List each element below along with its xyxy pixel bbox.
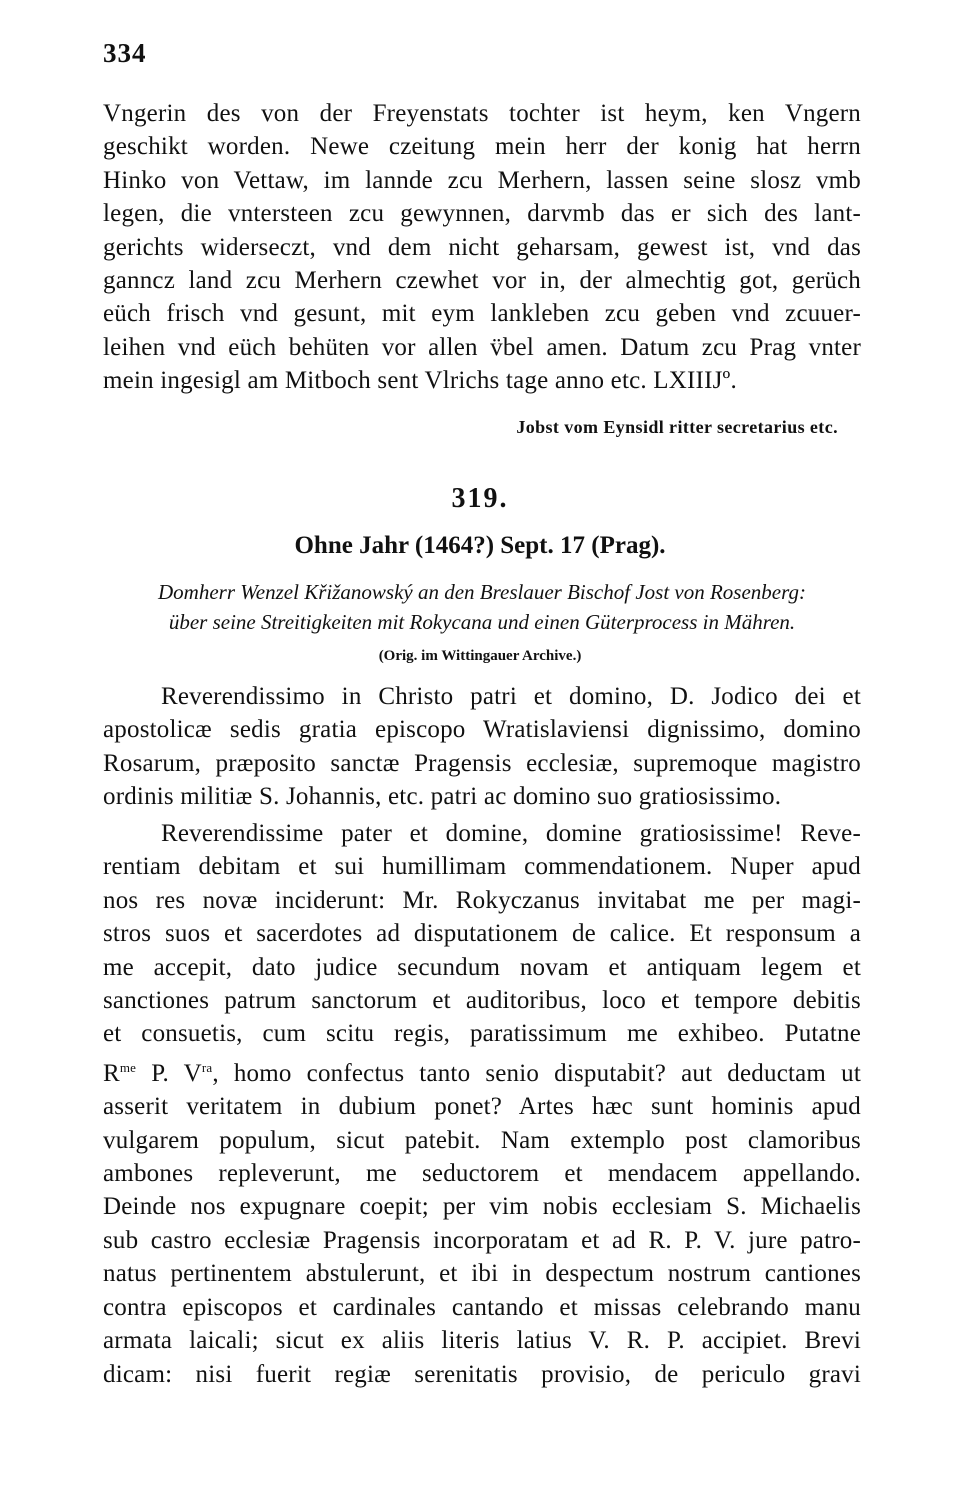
text-line: Deinde nos expugnare coepit; per vim nobis ecclesiam S. Michaelis: [103, 1193, 861, 1221]
text-line: sub castro ecclesiæ Pragensis incorporatam et ad R. P. V. jure patro-: [103, 1226, 861, 1254]
text-line: eüch frisch vnd gesunt, mit eym lankleben zcu geben vnd zcuuer-: [103, 300, 861, 328]
source-note: (Orig. im Wittingauer Archive.): [378, 648, 582, 664]
text-line: Vngerin des von der Freyenstats tochter ist heym, ken Vngern: [103, 100, 861, 127]
text-line: mein ingesigl am Mitboch sent Vlrichs tage anno etc. LXIIIJº.: [103, 367, 737, 395]
text-line: asserit veritatem in dubium ponet? Artes hæc sunt hominis apud: [103, 1093, 861, 1121]
page-number: 334: [103, 38, 147, 68]
text-line: Reverendissimo in Christo patri et domino, D. Jodico dei et: [161, 683, 861, 710]
address-paragraph: [103, 680, 861, 814]
summary-line: über seine Streitigkeiten mit Rokycana und einen Güterprocess in Mähren.: [168, 610, 796, 634]
text-line: apostolicæ sedis gratia episcopo Wratislaviensi dignissimo, domino: [103, 716, 861, 744]
text-line: ordinis militiæ S. Johannis, etc. patri ac domino suo gratiosissimo.: [103, 783, 782, 811]
text-line: stros suos et sacerdotes ad disputationem de calice. Et responsum a: [103, 920, 861, 948]
text-line: leihen vnd eüch behüten vor allen v̈bel amen. Datum zcu Prag vnter: [103, 333, 861, 361]
letter-body-latin: [103, 817, 861, 1391]
text-line: gerichts widerseczt, vnd dem nicht geharsam, gewest ist, vnd das: [103, 233, 861, 261]
text-line: me accepit, dato judice secundum novam et antiquam legem et: [103, 953, 861, 981]
text-line: rentiam debitam et sui humillimam commendationem. Nuper apud: [103, 853, 861, 881]
text-line: vulgarem populum, sicut patebit. Nam extemplo post clamoribus: [103, 1126, 861, 1154]
text-line: geschikt worden. Newe czeitung mein herr der konig hat herrn: [103, 133, 861, 161]
text-line-abbreviation: $R^{me}$ P. $V^{ra}$, homo confectus tanto senio disputabit? aut deductam ut: [103, 1059, 861, 1087]
signature: Jobst vom Eynsidl ritter secretarius etc.: [516, 417, 838, 437]
text-line: Rosarum, præposito sanctæ Pragensis ecclesiæ, supremoque magistro: [103, 749, 861, 777]
text-line: natus pertinentem abstulerunt, et ibi in despectum nostrum cantiones: [103, 1260, 861, 1288]
letter-text-german: [103, 97, 861, 398]
text-line: ganncz land zcu Merhern czewhet vor in, der almechtig got, gerüch: [103, 267, 861, 295]
document-summary: [103, 577, 861, 637]
text-line: armata laicali; sicut ex aliis literis latius V. R. P. accipiet. Brevi: [103, 1327, 861, 1355]
text-line: ambones repleverunt, me seductorem et mendacem appellando.: [103, 1160, 861, 1188]
text-line: Reverendissime pater et domine, domine gratiosissime! Reve-: [161, 820, 861, 847]
text-line: Hinko von Vettaw, im lannde zcu Merhern, lassen seine slosz vmb: [103, 166, 861, 194]
text-line: nos res novæ inciderunt: Mr. Rokyczanus invitabat me per magi-: [103, 886, 861, 914]
document-number: 319.: [451, 483, 509, 514]
text-line: legen, die vntersteen zcu gewynnen, darvmb das er sich des lant-: [103, 200, 861, 228]
summary-line: Domherr Wenzel Křižanowský an den Breslauer Bischof Jost von Rosenberg:: [158, 580, 806, 604]
text-line: sanctiones patrum sanctorum et auditoribus, loco et tempore debitis: [103, 987, 861, 1015]
text-line: contra episcopos et cardinales cantando et missas celebrando manu: [103, 1293, 861, 1321]
text-line: dicam: nisi fuerit regiæ serenitatis provisio, de periculo gravi: [103, 1360, 861, 1388]
date-heading: Ohne Jahr (1464?) Sept. 17 (Prag).: [294, 532, 666, 559]
text-line: et consuetis, cum scitu regis, paratissimum me exhibeo. Putatne: [103, 1020, 861, 1048]
